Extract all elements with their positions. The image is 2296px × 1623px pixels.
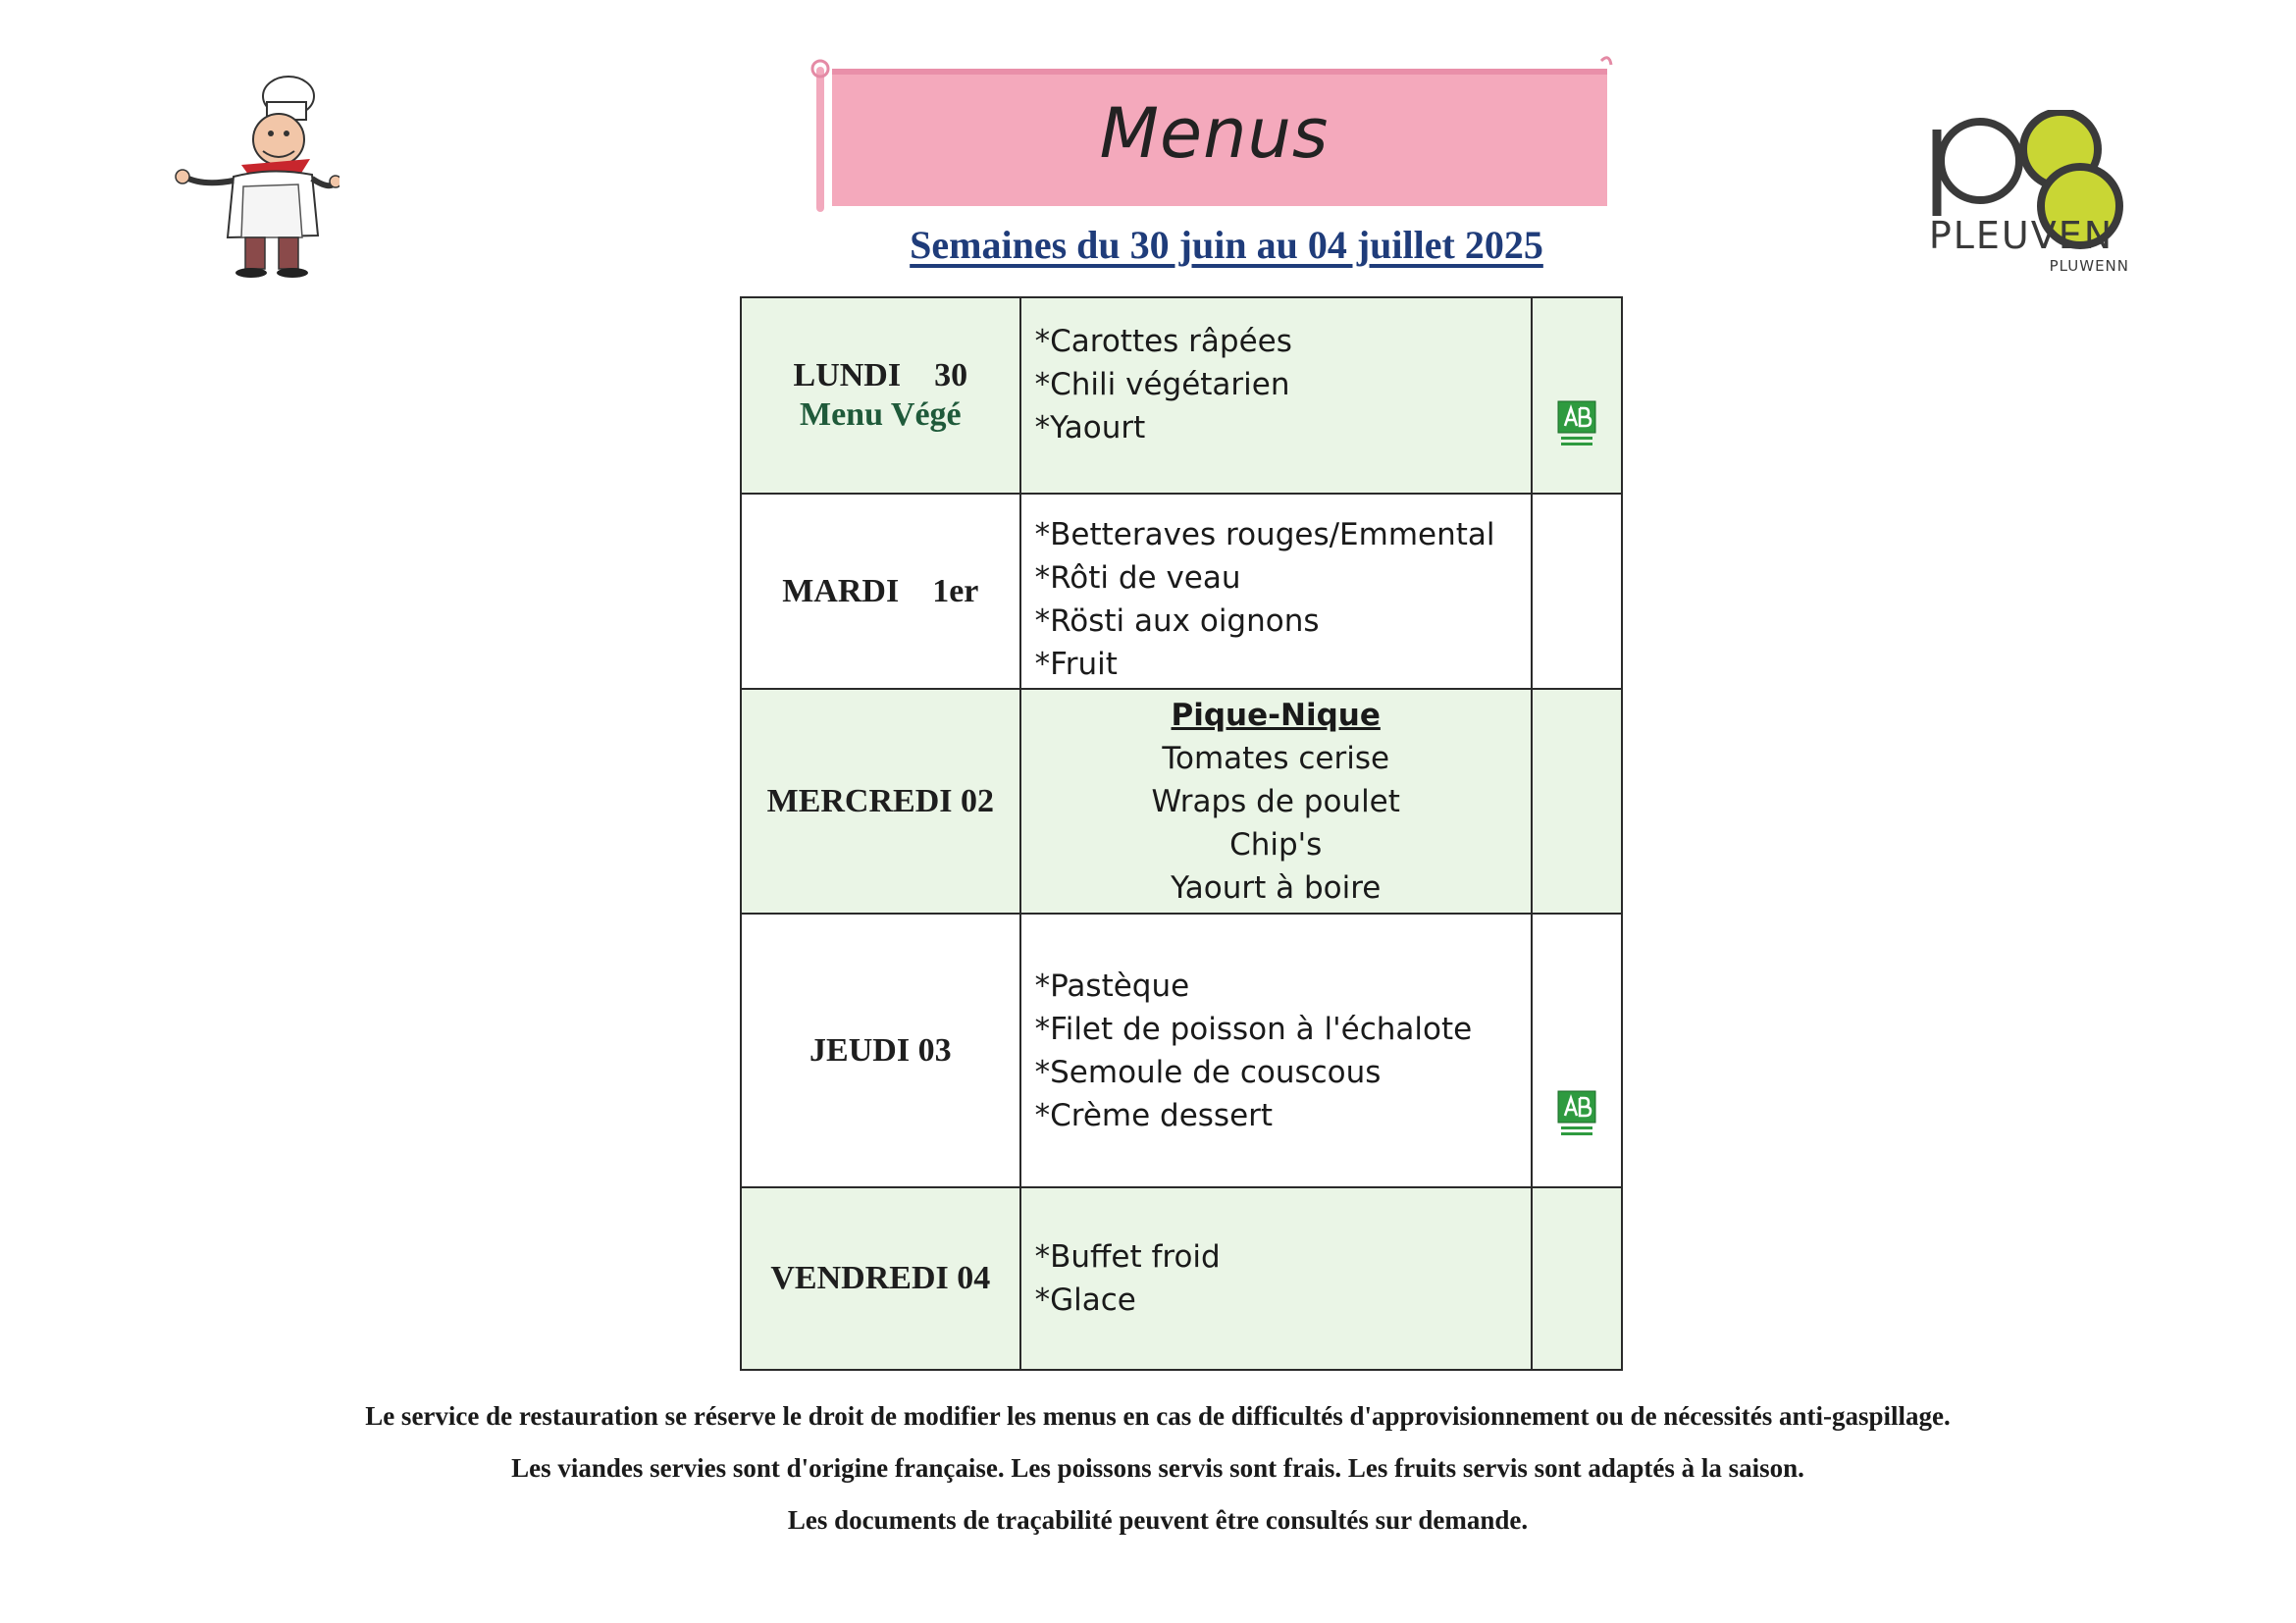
day-cell (741, 297, 1020, 494)
label-cell (1532, 494, 1622, 689)
table-row (741, 689, 1622, 914)
dish: Tomates cerise (1162, 740, 1390, 776)
dishes-cell (1020, 297, 1532, 494)
dish: *Semoule de couscous (1034, 1054, 1382, 1090)
dish: Yaourt à boire (1171, 869, 1382, 906)
dish: *Betteraves rouges/Emmental (1034, 517, 1495, 552)
dishes-cell (1020, 494, 1532, 689)
label-cell (1532, 297, 1622, 494)
day-cell (741, 914, 1020, 1187)
dish: *Pastèque (1034, 968, 1190, 1004)
dish: *Rôti de veau (1034, 560, 1241, 596)
dish: *Chili végétarien (1034, 367, 1290, 402)
table-row (741, 494, 1622, 689)
dishes-cell (1020, 689, 1532, 914)
dish: *Carottes râpées (1034, 324, 1292, 359)
label-cell (1532, 1187, 1622, 1370)
dish: *Glace (1034, 1283, 1136, 1318)
dish: *Rösti aux oignons (1034, 603, 1320, 639)
dish: Chip's (1229, 826, 1323, 863)
dish-title: Pique-Nique (1171, 697, 1381, 733)
day-name: VENDREDI 04 (770, 1260, 991, 1296)
day-name: MERCREDI 02 (766, 782, 995, 819)
table-row (741, 1187, 1622, 1370)
footer-line: Les viandes servies sont d'origine française. Les poissons servis sont frais. Les fruits servis sont adaptés à la saison. (511, 1453, 1804, 1483)
dish: *Buffet froid (1034, 1239, 1221, 1275)
organic-ab-icon (1557, 400, 1596, 449)
dish: Wraps de poulet (1151, 783, 1400, 819)
dish: *Yaourt (1034, 410, 1146, 445)
table-row (741, 297, 1622, 494)
dish: *Crème dessert (1034, 1097, 1274, 1133)
organic-ab-icon (1557, 1090, 1596, 1139)
chef-icon (173, 69, 339, 280)
week-title: Semaines du 30 juin au 04 juillet 2025 (910, 223, 1543, 267)
page-title: Menus (1099, 92, 1330, 174)
day-cell (741, 689, 1020, 914)
day-name: JEUDI 03 (809, 1031, 952, 1069)
dishes-cell (1020, 914, 1532, 1187)
footer-notes (196, 1401, 2119, 1557)
dish: *Filet de poisson à l'échalote (1034, 1011, 1473, 1047)
day-name: MARDI 1er (782, 572, 979, 609)
day-subtitle: Menu Végé (800, 396, 962, 433)
footer-line: Le service de restauration se réserve le droit de modifier les menus en cas de difficultés d'approvisionnement ou de nécessités anti-gaspillage. (365, 1401, 1951, 1431)
day-name: LUNDI 30 (793, 357, 968, 393)
logo-name: PLEUVEN (1928, 214, 2114, 257)
table-row (741, 914, 1622, 1187)
footer-line: Les documents de traçabilité peuvent être consultés sur demande. (787, 1505, 1529, 1535)
day-cell (741, 1187, 1020, 1370)
logo-subname: PLUWENN (2049, 257, 2129, 275)
label-cell (1532, 689, 1622, 914)
menu-table (740, 296, 1623, 1371)
day-cell (741, 494, 1020, 689)
dish: *Fruit (1034, 647, 1118, 682)
dishes-cell (1020, 1187, 1532, 1370)
label-cell (1532, 914, 1622, 1187)
